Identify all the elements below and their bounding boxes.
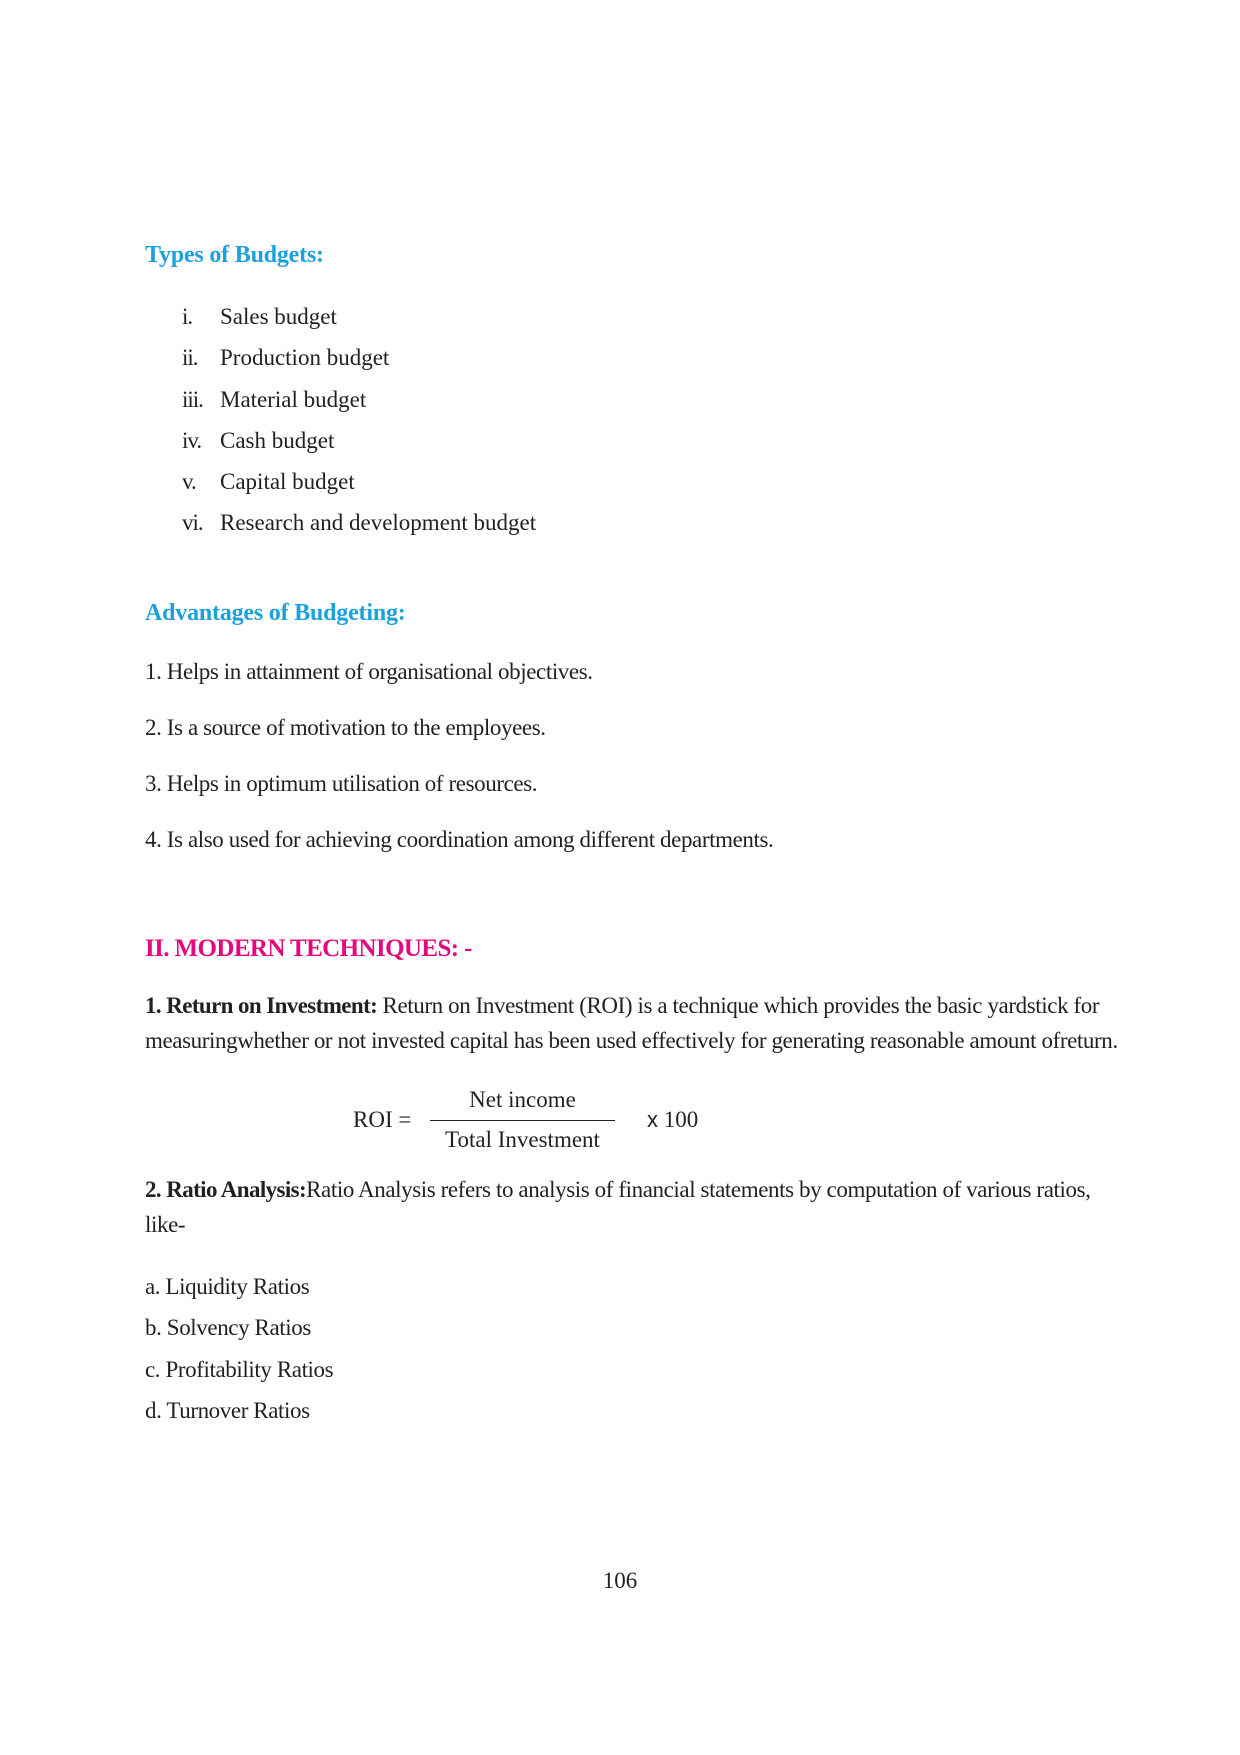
formula-denominator: Total Investment xyxy=(445,1127,600,1152)
roi-paragraph xyxy=(145,988,1135,1058)
formula-label: ROI = xyxy=(353,1107,412,1132)
budget-types-list xyxy=(182,296,536,544)
fraction-bar xyxy=(430,1120,615,1121)
advantages-heading: Advantages of Budgeting: xyxy=(145,600,406,626)
list-item-number: iii. xyxy=(182,386,203,412)
list-item-text: Material budget xyxy=(220,386,367,412)
list-item xyxy=(182,337,536,378)
list-item xyxy=(182,420,536,461)
list-item xyxy=(182,379,536,420)
list-item-text: Sales budget xyxy=(220,304,337,329)
list-item-text: Cash budget xyxy=(220,427,335,453)
list-item-number: i. xyxy=(182,304,193,329)
list-item-text: Production budget xyxy=(220,345,390,371)
roi-title: 1. Return on Investment: xyxy=(145,993,378,1018)
list-item xyxy=(182,502,536,543)
list-item xyxy=(182,296,536,337)
roi-text: Return on Investment (ROI) is a technique which provides the basic yardstick for measuringwhether or not invested capital has been used effectively for generating reasonable amount ofreturn. xyxy=(145,993,1118,1053)
multiply-sign: x xyxy=(647,1107,658,1132)
list-item xyxy=(182,461,536,502)
ratio-analysis-title: 2. Ratio Analysis: xyxy=(145,1177,307,1202)
advantages-list xyxy=(145,655,773,879)
list-item-number: v. xyxy=(182,469,196,495)
ratio-analysis-paragraph xyxy=(145,1172,1135,1242)
list-item: 3. Helps in optimum utilisation of resources. xyxy=(145,771,538,796)
list-item-text: Capital budget xyxy=(220,469,355,495)
types-of-budgets-heading: Types of Budgets: xyxy=(145,242,324,268)
page-number: 106 xyxy=(602,1568,638,1593)
list-item-number: ii. xyxy=(182,345,198,371)
list-item-number: iv. xyxy=(182,427,202,453)
ratio-types-list xyxy=(145,1266,333,1431)
list-item: a. Liquidity Ratios xyxy=(145,1274,310,1299)
list-item: 1. Helps in attainment of organisational objectives. xyxy=(145,659,593,684)
list-item: c. Profitability Ratios xyxy=(145,1356,334,1382)
list-item-number: vi. xyxy=(182,510,203,536)
ratio-analysis-text: Ratio Analysis refers to analysis of financial statements by computation of various ratios, like- xyxy=(145,1177,1091,1237)
list-item: 2. Is a source of motivation to the employees. xyxy=(145,715,546,740)
list-item: d. Turnover Ratios xyxy=(145,1397,310,1423)
list-item-text: Research and development budget xyxy=(220,510,537,536)
list-item: 4. Is also used for achieving coordination among different departments. xyxy=(145,827,774,852)
formula-multiplier xyxy=(647,1107,698,1133)
list-item: b. Solvency Ratios xyxy=(145,1315,311,1341)
multiplier-value: 100 xyxy=(658,1107,699,1132)
modern-techniques-heading: II. MODERN TECHNIQUES: - xyxy=(145,935,472,962)
formula-numerator: Net income xyxy=(469,1087,576,1112)
